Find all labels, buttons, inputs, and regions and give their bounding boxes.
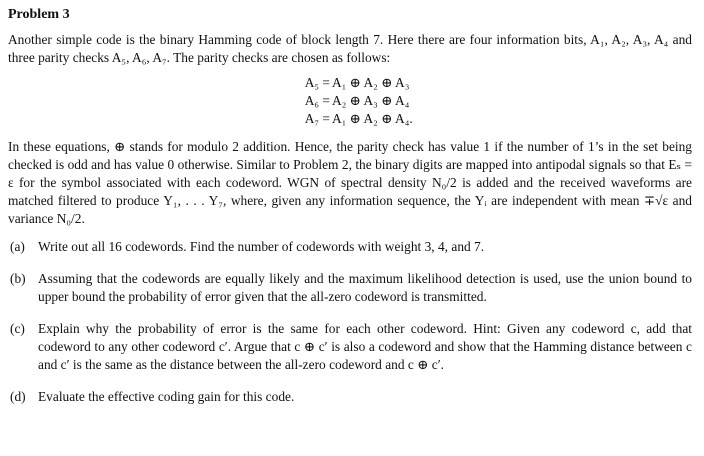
problem-page bbox=[8, 6, 692, 406]
equation-a5 bbox=[8, 74, 692, 92]
equation-a7 bbox=[8, 110, 692, 128]
equation-rhs: A₁ ⊕ A₂ ⊕ A₃ bbox=[332, 75, 410, 90]
equation-lhs: A₇ = bbox=[304, 111, 330, 126]
question-text: Write out all 16 codewords. Find the number of codewords with weight 3, 4, and 7. bbox=[38, 239, 485, 254]
question-label: (b) bbox=[10, 271, 26, 286]
parity-equations bbox=[8, 74, 692, 128]
question-a bbox=[8, 238, 692, 256]
question-text: Explain why the probability of error is the same for each other codeword. Hint: Given any codeword c, add that codeword to any other codeword c′. Argue that c ⊕ c′ is also a codeword and show that the Hamming distance between c and c′ is the same as the distance between the all-zero codeword and c ⊕ c′. bbox=[38, 321, 692, 372]
question-text: Assuming that the codewords are equally likely and the maximum likelihood detection is used, use the union bound to upper bound the probability of error given that the all-zero codeword is transmitted. bbox=[38, 271, 692, 304]
question-text: Evaluate the effective coding gain for this code. bbox=[38, 389, 295, 404]
explanation-paragraph: In these equations, ⊕ stands for modulo 2 addition. Hence, the parity check has value 1 if the number of 1’s in the set being checked is odd and has value 0 otherwise. Similar to Problem 2, the binary digits are mapped into antipodal signals so that Eₛ = ε for the symbol associated with each codeword. WGN of spectral density N₀/2 is added and the received waveforms are matched filtered to produce Y₁, . . . Y₇, where, given any information sequence, the Yᵢ are independent with mean ∓√ε and variance N₀/2. bbox=[8, 139, 692, 226]
question-label: (c) bbox=[10, 321, 25, 336]
question-label: (d) bbox=[10, 389, 26, 404]
equation-lhs: A₆ = bbox=[304, 93, 330, 108]
question-b bbox=[8, 270, 692, 306]
question-d bbox=[8, 388, 692, 406]
problem-title: Problem 3 bbox=[8, 7, 70, 22]
equation-rhs: A₂ ⊕ A₃ ⊕ A₄ bbox=[332, 93, 410, 108]
equation-lhs: A₅ = bbox=[304, 75, 330, 90]
equation-a6 bbox=[8, 92, 692, 110]
question-label: (a) bbox=[10, 239, 25, 254]
equation-rhs: A₁ ⊕ A₂ ⊕ A₄. bbox=[332, 111, 413, 126]
question-c bbox=[8, 320, 692, 374]
intro-paragraph: Another simple code is the binary Hamming code of block length 7. Here there are four information bits, A₁, A₂, A₃, A₄ and three parity checks A₅, A₆, A₇. The parity checks are chosen as follows: bbox=[8, 32, 692, 65]
